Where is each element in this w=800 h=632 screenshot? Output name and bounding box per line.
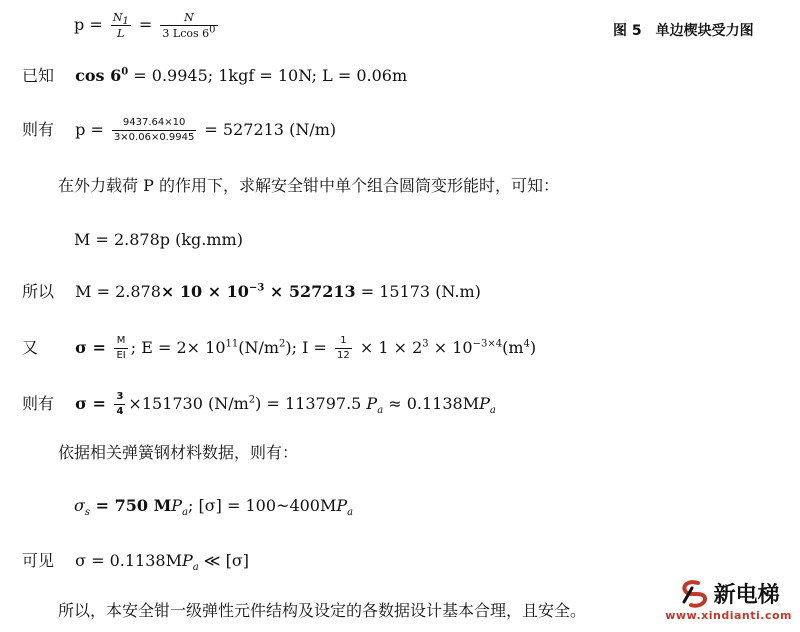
fraction-n1-over-l xyxy=(111,12,131,39)
then-lhs: p = xyxy=(75,120,109,139)
visible-rest: ≪ [σ] xyxy=(198,551,250,570)
logo-mark-icon xyxy=(678,580,712,608)
cos-text: cos 6 xyxy=(75,66,122,85)
equals: = xyxy=(90,496,115,515)
frac-den: L xyxy=(117,27,125,40)
i-sup-2: −3×4 xyxy=(472,338,503,350)
e-close: ); I = xyxy=(285,338,333,357)
e-unit: (N/m xyxy=(238,338,280,357)
so-label: 所以 xyxy=(22,282,55,301)
i-unit: (m xyxy=(502,338,524,357)
sigma-s-line xyxy=(74,496,354,519)
sigma-symbol: σ = xyxy=(75,394,112,413)
frac-num: 3 xyxy=(114,392,125,405)
sigma-symbol: σ = xyxy=(75,338,112,357)
paragraph-conclusion: 所以，本安全钳一级弹性元件结构及设定的各数据设计基本合理，且安全。 xyxy=(58,601,587,620)
pa-sub: a xyxy=(347,507,354,519)
visible-line xyxy=(22,551,250,574)
frac-den: EI xyxy=(116,350,126,361)
pa-symbol: P xyxy=(181,551,193,570)
approx-value: ≈ 0.1138M xyxy=(383,394,480,413)
i-rest-2: × 10 xyxy=(428,338,473,357)
also-label: 又 xyxy=(22,338,39,357)
then-label: 则有 xyxy=(22,120,55,139)
frac-num: 9437.64×10 xyxy=(112,118,196,131)
frac-num-sub: 1 xyxy=(122,16,129,28)
fraction-3-over-4 xyxy=(114,392,125,417)
visible-text: σ = 0.1138M xyxy=(75,551,182,570)
frac-num: N xyxy=(160,12,217,26)
sigma-symbol: σ xyxy=(74,496,85,515)
frac-den-sup: 0 xyxy=(209,24,216,36)
then2-rest: ×151730 (N/m xyxy=(128,394,249,413)
paragraph-external-load: 在外力载荷 P 的作用下，求解安全钳中单个组合圆筒变形能时，可知： xyxy=(58,176,559,195)
moment-formula: M = 2.878p (kg.mm) xyxy=(74,230,243,249)
i-sup-1: 3 xyxy=(422,338,429,350)
pa-sub: a xyxy=(489,405,496,417)
also-line xyxy=(22,336,536,361)
paragraph-spring-steel: 依据相关弹簧钢材料数据，则有： xyxy=(58,443,299,462)
pa-symbol: P xyxy=(366,394,378,413)
frac-num: M xyxy=(114,336,127,349)
then-line-2 xyxy=(22,392,496,417)
pa-symbol: P xyxy=(479,394,490,413)
allowable-stress: [σ] = 100~400M xyxy=(198,496,337,515)
pa-sub: a xyxy=(182,507,189,519)
pa-sub: a xyxy=(377,405,384,417)
site-logo xyxy=(665,578,792,622)
cos-sup: 0 xyxy=(121,66,129,78)
visible-label: 可见 xyxy=(22,551,55,570)
e-text: ; E = 2× 10 xyxy=(130,338,226,357)
pa-symbol: P xyxy=(171,496,183,515)
sigma-sub: s xyxy=(84,507,91,519)
so-rest: × 527213 xyxy=(264,282,356,301)
logo-url: www.xindianti.com xyxy=(665,609,792,622)
pa-symbol: P xyxy=(336,496,348,515)
fraction-n-over-3lcos xyxy=(160,12,217,39)
then2-rest-2: ) = 113797.5 xyxy=(255,394,367,413)
then-label: 则有 xyxy=(22,394,55,413)
pa-sub: a xyxy=(192,562,199,574)
frac-den: 3 Lcos 6 xyxy=(162,27,210,40)
then2-sup: 2 xyxy=(248,394,256,406)
given-label: 已知 xyxy=(22,66,55,85)
i-unit-sup: 4 xyxy=(523,338,530,350)
e-sup: 11 xyxy=(225,338,239,350)
so-sup: −3 xyxy=(248,282,265,294)
frac-den: 3×0.06×0.9945 xyxy=(113,132,195,143)
fraction-m-over-ei xyxy=(114,336,127,361)
so-lhs: M = 2.878 xyxy=(75,282,161,301)
logo-name: 新电梯 xyxy=(713,583,780,608)
formula-p xyxy=(74,12,221,39)
e-unit-sup: 2 xyxy=(279,338,286,350)
so-line xyxy=(22,284,481,300)
given-rest: = 0.9945; 1kgf = 10N; L = 0.06m xyxy=(128,66,408,85)
separator: ; xyxy=(188,496,199,515)
i-close: ) xyxy=(529,338,537,357)
so-mid: × 10 × 10 xyxy=(160,282,249,301)
then-line-1 xyxy=(22,118,336,143)
given-line xyxy=(22,68,407,84)
figure-caption: 图 5 单边楔块受力图 xyxy=(613,23,754,39)
fraction-p-value xyxy=(112,118,196,143)
formula-p-lhs: p = xyxy=(74,15,108,34)
equals: = xyxy=(133,15,158,34)
so-rhs: = 15173 (N.m) xyxy=(355,282,481,301)
frac-den: 4 xyxy=(116,406,124,417)
frac-den: 12 xyxy=(337,350,350,361)
frac-num: 1 xyxy=(335,336,352,349)
then-rhs: = 527213 (N/m) xyxy=(199,120,337,139)
frac-num: N xyxy=(112,11,123,24)
fraction-1-over-12 xyxy=(335,336,352,361)
sigma-s-value: 750 M xyxy=(114,496,172,515)
i-rest: × 1 × 2 xyxy=(354,338,423,357)
